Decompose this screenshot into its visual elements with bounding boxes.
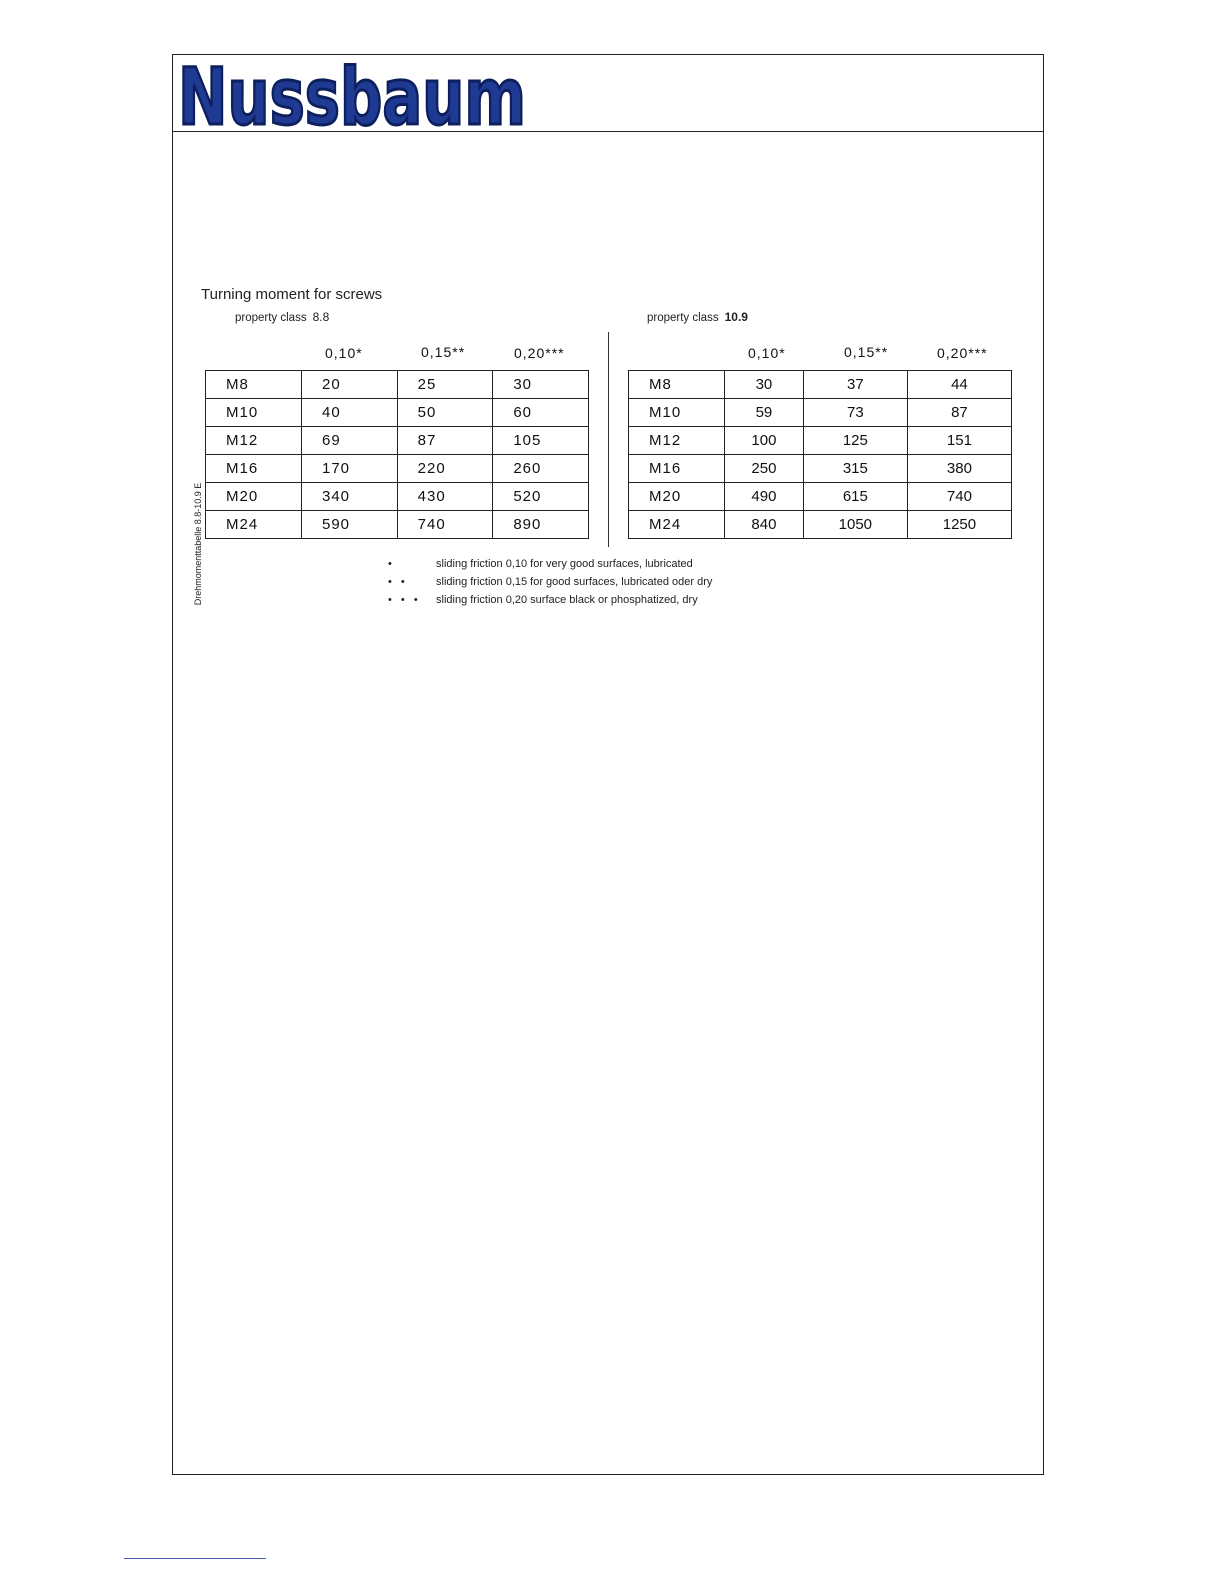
friction-legend	[388, 555, 712, 609]
table-row	[206, 511, 589, 539]
torque-cell: 315	[803, 455, 907, 483]
table-row	[206, 399, 589, 427]
torque-cell: 30	[493, 371, 589, 399]
page-frame	[172, 54, 1044, 1475]
legend-marker: •	[388, 558, 395, 570]
torque-cell: 1050	[803, 511, 907, 539]
legend-marker: • • •	[388, 594, 421, 606]
bolt-size-cell: M20	[206, 483, 302, 511]
torque-cell: 740	[397, 511, 493, 539]
property-class-right	[647, 310, 748, 324]
torque-cell: 490	[725, 483, 804, 511]
legend-item	[388, 591, 712, 609]
torque-cell: 250	[725, 455, 804, 483]
legend-item	[388, 555, 712, 573]
column-header: 0,20***	[514, 345, 565, 361]
torque-cell: 100	[725, 427, 804, 455]
bolt-size-cell: M12	[206, 427, 302, 455]
bolt-size-cell: M16	[629, 455, 725, 483]
table-row	[206, 455, 589, 483]
table-row	[629, 483, 1012, 511]
property-class-label: property class	[647, 312, 719, 324]
torque-cell: 105	[493, 427, 589, 455]
column-header: 0,15**	[844, 344, 889, 360]
torque-cell: 170	[302, 455, 398, 483]
property-class-value: 10.9	[724, 310, 748, 324]
torque-table-8-8	[205, 370, 589, 539]
torque-cell: 20	[302, 371, 398, 399]
footer-rule	[124, 1558, 266, 1559]
torque-cell: 840	[725, 511, 804, 539]
page-title: Turning moment for screws	[201, 286, 383, 303]
torque-table-10-9	[628, 370, 1012, 539]
property-class-label: property class	[235, 312, 307, 324]
torque-cell: 60	[493, 399, 589, 427]
torque-cell: 890	[493, 511, 589, 539]
torque-cell: 125	[803, 427, 907, 455]
bolt-size-cell: M10	[206, 399, 302, 427]
torque-cell: 590	[302, 511, 398, 539]
property-class-value: 8.8	[312, 310, 330, 324]
column-header: 0,20***	[937, 345, 988, 361]
table-row	[206, 483, 589, 511]
torque-cell: 151	[907, 427, 1011, 455]
torque-cell: 520	[493, 483, 589, 511]
legend-item	[388, 573, 712, 591]
torque-cell: 87	[907, 399, 1011, 427]
bolt-size-cell: M12	[629, 427, 725, 455]
column-header: 0,10*	[748, 345, 786, 361]
torque-cell: 615	[803, 483, 907, 511]
table-row	[629, 511, 1012, 539]
legend-marker: • •	[388, 576, 408, 588]
torque-cell: 220	[397, 455, 493, 483]
torque-cell: 25	[397, 371, 493, 399]
torque-cell: 73	[803, 399, 907, 427]
logo-wordmark: Nussbaum	[178, 53, 526, 143]
torque-cell: 430	[397, 483, 493, 511]
tables-divider	[608, 332, 609, 547]
torque-cell: 40	[302, 399, 398, 427]
torque-cell: 1250	[907, 511, 1011, 539]
bolt-size-cell: M8	[206, 371, 302, 399]
bolt-size-cell: M8	[629, 371, 725, 399]
legend-text: sliding friction 0,20 surface black or phosphatized, dry	[436, 594, 698, 606]
torque-cell: 740	[907, 483, 1011, 511]
table-row	[629, 455, 1012, 483]
torque-cell: 44	[907, 371, 1011, 399]
bolt-size-cell: M16	[206, 455, 302, 483]
bolt-size-cell: M10	[629, 399, 725, 427]
legend-text: sliding friction 0,15 for good surfaces, lubricated oder dry	[436, 576, 713, 588]
table-row	[629, 399, 1012, 427]
torque-cell: 87	[397, 427, 493, 455]
column-header: 0,15**	[421, 344, 466, 360]
bolt-size-cell: M24	[629, 511, 725, 539]
table-row	[206, 371, 589, 399]
bolt-size-cell: M24	[206, 511, 302, 539]
torque-cell: 380	[907, 455, 1011, 483]
torque-cell: 340	[302, 483, 398, 511]
torque-cell: 37	[803, 371, 907, 399]
torque-cell: 260	[493, 455, 589, 483]
column-header: 0,10*	[325, 345, 363, 361]
bolt-size-cell: M20	[629, 483, 725, 511]
table-row	[629, 427, 1012, 455]
torque-cell: 69	[302, 427, 398, 455]
property-class-left	[235, 310, 329, 324]
table-row	[206, 427, 589, 455]
nussbaum-logo	[176, 53, 530, 143]
side-reference-label: Drehmomenttabelle 8.8-10.9 E	[193, 482, 203, 606]
table-row	[629, 371, 1012, 399]
legend-text: sliding friction 0,10 for very good surfaces, lubricated	[436, 558, 693, 570]
torque-cell: 30	[725, 371, 804, 399]
torque-cell: 59	[725, 399, 804, 427]
torque-cell: 50	[397, 399, 493, 427]
